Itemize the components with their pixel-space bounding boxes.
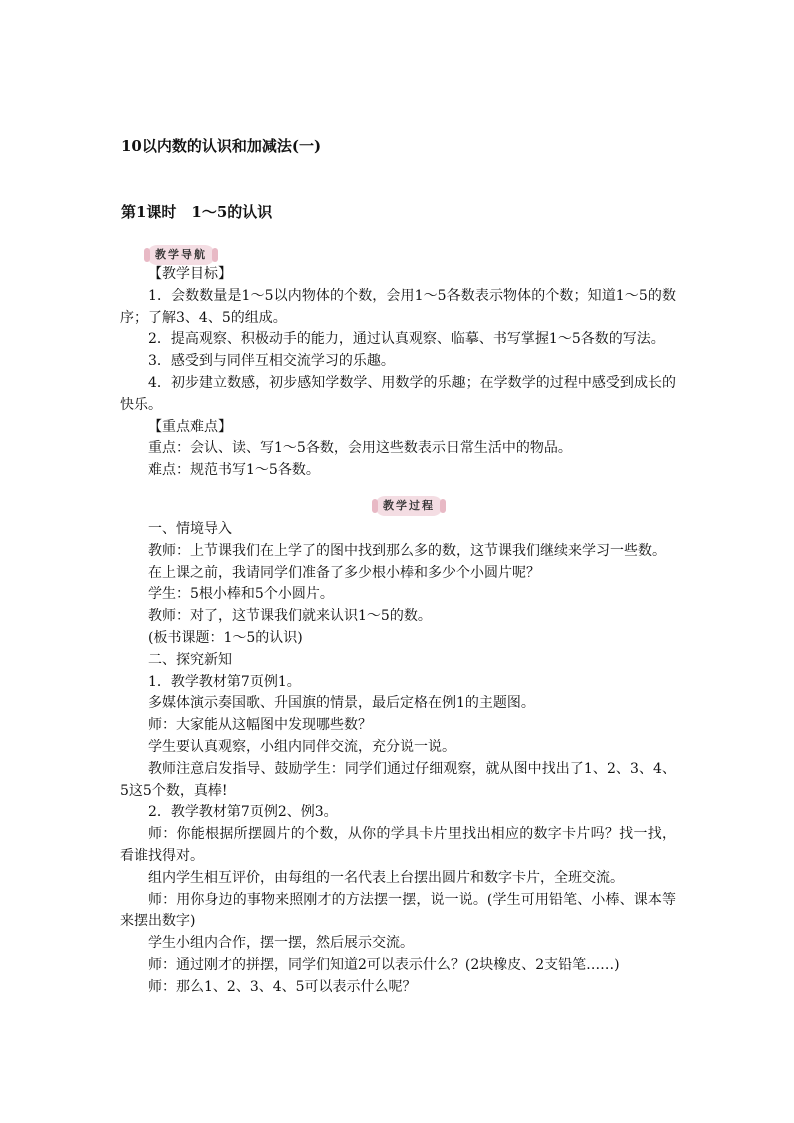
paragraph: 组内学生相互评价，由每组的一名代表上台摆出圆片和数字卡片，全班交流。 [148,869,624,886]
goal-1: 1．会数数量是1～5以内物体的个数，会用1～5各数表示物体的个数；知道1～5的数序；了解3、4、5的组成。 [120,287,676,326]
heading-situation-intro: 一、情境导入 [148,521,232,537]
paragraph: 师：大家能从这幅图中发现哪些数？ [148,717,372,734]
paragraph: 学生要认真观察，小组内同伴交流，充分说一说。 [148,738,456,755]
paragraph: (板书课题：1～5的认识) [148,629,303,646]
paragraph: 师：你能根据所摆圆片的个数，从你的学具卡片里找出相应的数字卡片吗？找一找，看谁找得对。 [120,826,676,864]
goal-3: 3．感受到与同伴互相交流学习的乐趣。 [148,353,395,370]
goal-2: 2．提高观察、积极动手的能力，通过认真观察、临摹、书写掌握1～5各数的写法。 [148,331,665,348]
difficult-point: 难点：规范书写1～5各数。 [148,462,320,479]
goal-4: 4．初步建立数感，初步感知学数学、用数学的乐趣；在学数学的过程中感受到成长的快乐。 [120,374,676,413]
paragraph: 多媒体演示奏国歌、升国旗的情景，最后定格在例1的主题图。 [148,695,535,712]
heading-teaching-goals: 【教学目标】 [148,266,232,282]
paragraph: 在上课之前，我请同学们准备了多少根小棒和多少个小圆片呢？ [148,564,540,581]
paragraph: 1．教学教材第7页例1。 [148,673,301,690]
paragraph: 学生：5根小棒和5个小圆片。 [148,586,334,603]
paragraph: 2．教学教材第7页例2、例3。 [148,804,338,821]
unit-title: 10以内数的认识和加减法(一) [121,137,322,155]
paragraph: 教师：对了，这节课我们就来认识1～5的数。 [148,608,432,625]
paragraph: 学生小组内合作，摆一摆，然后展示交流。 [148,935,414,952]
teaching-goals-section [120,264,676,482]
paragraph: 师：那么1、2、3、4、5可以表示什么呢？ [148,978,417,995]
key-point: 重点：会认、读、写1～5各数，会用这些数表示日常生活中的物品。 [148,440,572,457]
teaching-navigation-tag: 教学导航 [147,245,215,265]
paragraph: 教师：上节课我们在上学了的图中找到那么多的数，这节课我们继续来学习一些数。 [148,542,666,559]
paragraph: 师：通过刚才的拼摆，同学们知道2可以表示什么？(2块橡皮、2支铅笔……) [148,956,620,973]
teaching-process-tag: 教学过程 [375,496,443,516]
paragraph: 教师注意启发指导、鼓励学生：同学们通过仔细观察，就从图中找出了1、2、3、4、5这5个数，真棒! [120,760,676,799]
lesson-title: 第1课时 1～5的认识 [121,203,273,221]
heading-key-points: 【重点难点】 [148,418,232,435]
teaching-process-section [120,519,676,999]
heading-explore-new: 二、探究新知 [148,651,232,668]
paragraph: 师：用你身边的事物来照刚才的方法摆一摆，说一说。(学生可用铅笔、小棒、课本等来摆出数字) [120,891,676,930]
